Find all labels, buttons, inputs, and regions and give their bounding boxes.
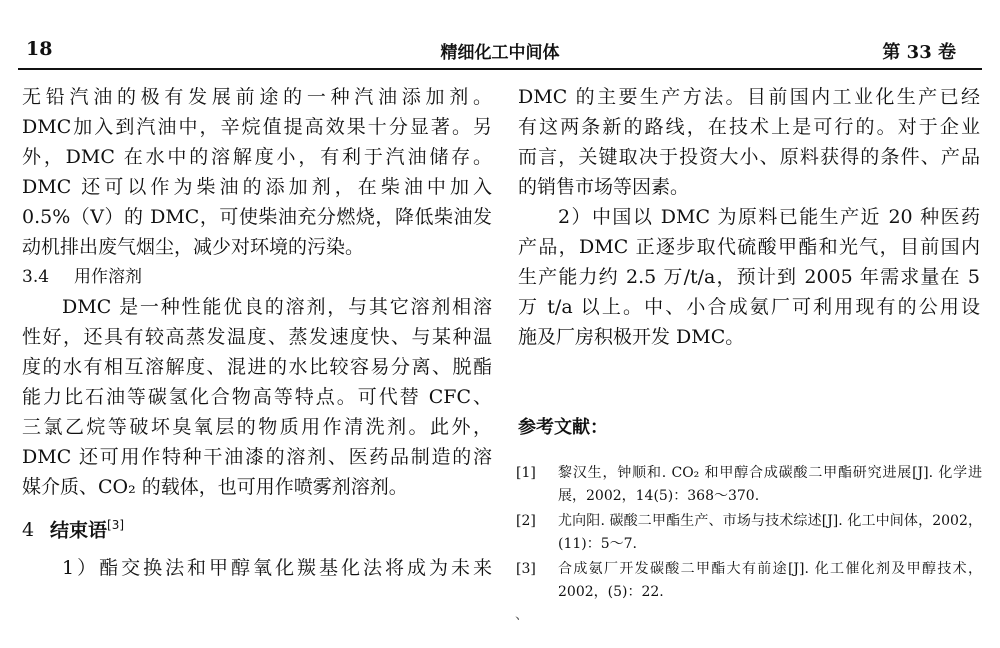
reference-number: [2] — [516, 513, 536, 529]
reference-item — [516, 462, 982, 508]
page-number: 18 — [26, 38, 53, 60]
paragraph-conclusion-2 — [518, 202, 980, 352]
reference-text: 黎汉生，钟顺和. CO₂ 和甲醇合成碳酸二甲酯研究进展[J]. 化学进展，2002，14(5)：368～370. — [558, 465, 982, 504]
reference-text: 尤向阳. 碳酸二甲酯生产、市场与技术综述[J]. 化工中间体，2002，(11)：5～7. — [558, 513, 982, 552]
subsection-title: 用作溶剂 — [74, 267, 142, 287]
text-line: 外，DMC 在水中的溶解度小，有利于汽油储存。 — [22, 146, 492, 168]
text-line: 生产能力约 2.5 万/t/a，预计到 2005 年需求量在 5 — [518, 266, 980, 288]
text-line: 无铅汽油的极有发展前途的一种汽油添加剂。 — [22, 86, 492, 108]
left-column — [22, 82, 492, 583]
paragraph-conclusion-1-cont — [518, 82, 980, 202]
text-line: DMC加入到汽油中，辛烷值提高效果十分显著。另 — [22, 116, 492, 138]
text-line: 度的水有相互溶解度、混进的水比较容易分离、脱酯 — [22, 356, 492, 378]
text-line: 产品，DMC 正逐步取代硫酸甲酯和光气，目前国内 — [518, 236, 980, 258]
journal-title: 精细化工中间体 — [440, 43, 560, 63]
references-heading: 参考文献： — [518, 417, 608, 438]
text-line: 有这两条新的路线，在技术上是可行的。对于企业 — [518, 116, 980, 138]
text-line: 万 t/a 以上。中、小合成氨厂可利用现有的公用设 — [518, 296, 980, 318]
text-line: 动机排出废气烟尘，减少对环境的污染。 — [22, 236, 365, 258]
reference-text: 合成氨厂开发碳酸二甲酯大有前途[J]. 化工催化剂及甲醇技术，2002，(5)：22. — [558, 561, 982, 600]
paragraph-solvent — [22, 292, 492, 502]
section-heading — [22, 510, 492, 545]
subsection-heading — [22, 262, 492, 292]
text-line: 2）中国以 DMC 为原料已能生产近 20 种医药 — [558, 206, 980, 228]
text-line: DMC 还可以作为柴油的添加剂，在柴油中加入 — [22, 176, 492, 198]
reference-number: [1] — [516, 465, 536, 481]
reference-number: [3] — [516, 561, 536, 577]
text-line: 的销售市场等因素。 — [518, 176, 690, 198]
text-line: 性好，还具有较高蒸发温度、蒸发速度快、与某种温 — [22, 326, 492, 348]
text-line: 1）酯交换法和甲醇氧化羰基化法将成为未来 — [62, 557, 492, 580]
right-column — [518, 82, 980, 352]
section-title: 结束语 — [50, 519, 108, 542]
text-line: 媒介质、CO₂ 的载体，也可用作喷雾剂溶剂。 — [22, 476, 408, 498]
scan-artifact-mark: 、 — [515, 607, 529, 623]
section-citation: [3] — [107, 518, 125, 532]
text-line: 而言，关键取决于投资大小、原料获得的条件、产品 — [518, 146, 980, 168]
subsection-number: 3.4 — [22, 267, 50, 287]
paragraph-conclusion-1 — [22, 553, 492, 583]
text-line: 三氯乙烷等破坏臭氧层的物质用作清洗剂。此外， — [22, 416, 492, 438]
reference-item — [516, 510, 982, 556]
text-line: 能力比石油等碳氢化合物高等特点。可代替 CFC、 — [22, 386, 492, 408]
volume-label: 第 33 卷 — [882, 42, 956, 63]
text-line: DMC 的主要生产方法。目前国内工业化生产已经 — [518, 86, 980, 108]
text-line: 施及厂房积极开发 DMC。 — [518, 326, 745, 348]
section-number: 4 — [22, 519, 35, 542]
text-line: 0.5%（V）的 DMC，可使柴油充分燃烧，降低柴油发 — [22, 206, 492, 228]
text-line: DMC 还可用作特种干油漆的溶剂、医药品制造的溶 — [22, 446, 492, 468]
text-line: DMC 是一种性能优良的溶剂，与其它溶剂相溶 — [62, 296, 492, 318]
paragraph-fuel-additive — [22, 82, 492, 262]
reference-item — [516, 558, 982, 604]
page-header — [18, 38, 982, 70]
references-list — [516, 462, 982, 606]
